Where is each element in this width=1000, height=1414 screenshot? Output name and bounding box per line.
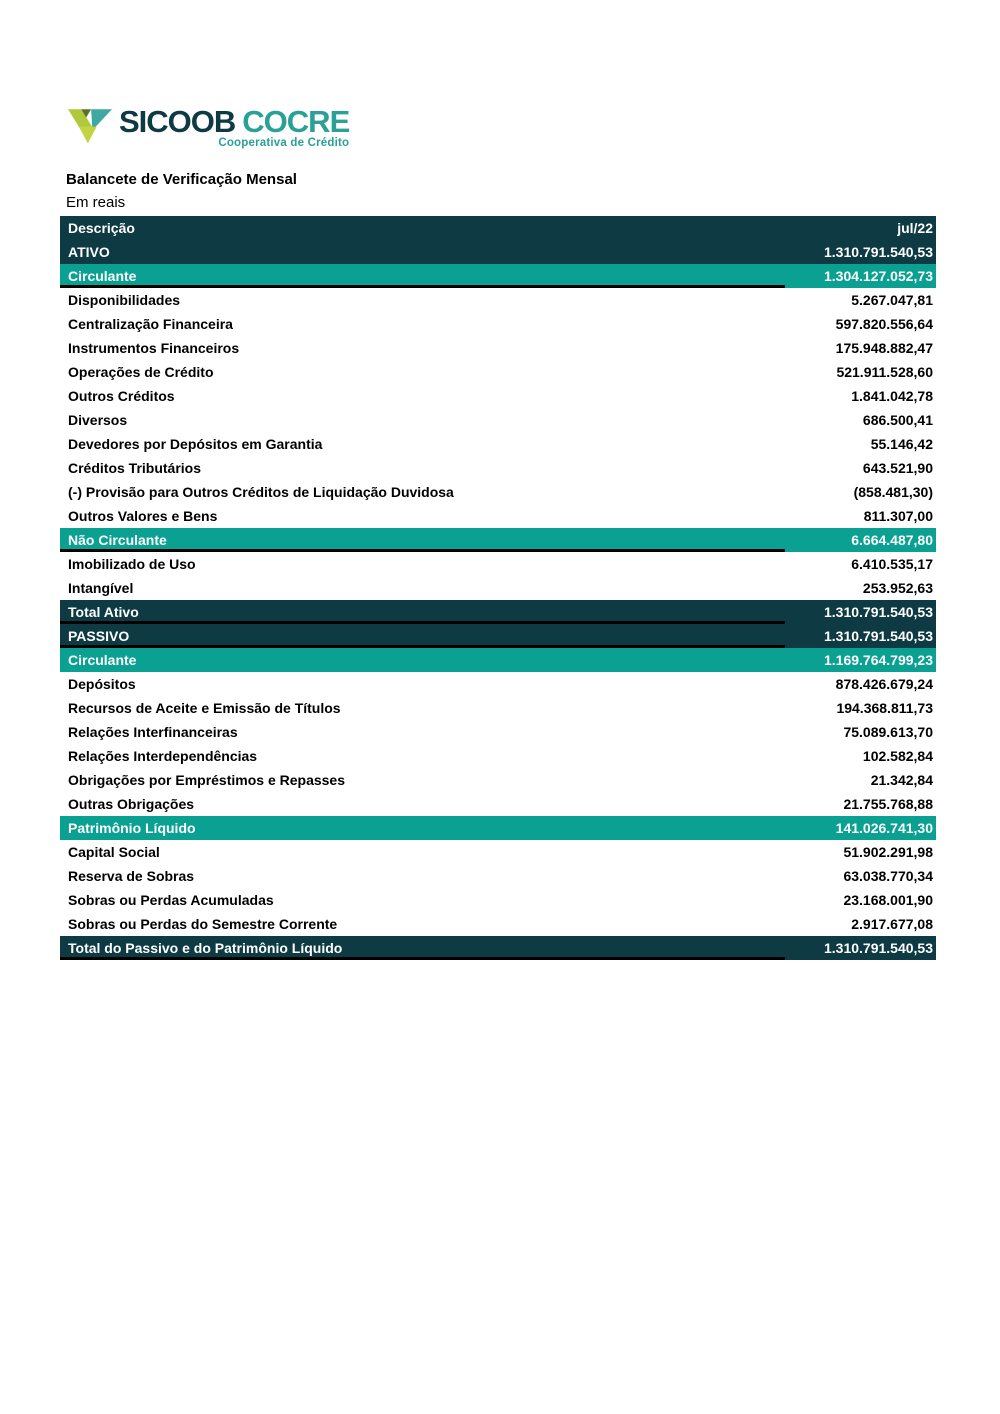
row-value: 1.310.791.540,53 (824, 604, 933, 620)
row-label: Não Circulante (60, 528, 785, 552)
row-value: 1.310.791.540,53 (824, 244, 933, 260)
row-label: Patrimônio Líquido (68, 820, 196, 836)
row-value: 5.267.047,81 (851, 292, 933, 308)
table-row (60, 264, 936, 288)
row-value: 23.168.001,90 (843, 892, 933, 908)
row-label: Circulante (68, 652, 137, 668)
sicoob-triangles-icon (68, 109, 112, 147)
row-label: Outros Créditos (68, 388, 175, 404)
table-row (60, 528, 936, 552)
table-row (60, 912, 936, 936)
logo-brand: SICOOB (119, 104, 236, 139)
table-row (60, 624, 936, 648)
row-label: Centralização Financeira (68, 316, 233, 332)
row-value: 2.917.677,08 (851, 916, 933, 932)
row-label: Imobilizado de Uso (68, 556, 196, 572)
table-row (60, 720, 936, 744)
logo-suffix: COCRE (242, 104, 350, 139)
row-value: 521.911.528,60 (836, 364, 933, 380)
row-value: 21.342,84 (870, 772, 933, 788)
row-value: 6.410.535,17 (851, 556, 933, 572)
row-label: Instrumentos Financeiros (68, 340, 240, 356)
table-row (60, 696, 936, 720)
column-header-period: jul/22 (897, 220, 933, 236)
table-row (60, 240, 936, 264)
table-row (60, 864, 936, 888)
table-header-row (60, 216, 936, 240)
row-value: 1.310.791.540,53 (824, 628, 933, 644)
logo-tagline: Cooperativa de Crédito (218, 137, 350, 149)
row-label: ATIVO (68, 244, 110, 260)
table-row (60, 456, 936, 480)
row-label: PASSIVO (60, 624, 785, 648)
row-label: Devedores por Depósitos em Garantia (68, 436, 323, 452)
row-value: 1.841.042,78 (851, 388, 933, 404)
row-label: Obrigações por Empréstimos e Repasses (68, 772, 345, 788)
row-label: Operações de Crédito (68, 364, 214, 380)
table-row (60, 744, 936, 768)
row-value: 141.026.741,30 (835, 820, 933, 836)
table-row (60, 360, 936, 384)
row-value: 253.952,63 (862, 580, 933, 596)
row-label: Depósitos (68, 676, 136, 692)
sicoob-logo (68, 106, 349, 149)
table-row (60, 384, 936, 408)
row-value: 1.169.764.799,23 (824, 652, 933, 668)
row-value: 194.368.811,73 (836, 700, 933, 716)
row-label: Reserva de Sobras (68, 868, 195, 884)
row-label: Créditos Tributários (68, 460, 202, 476)
table-row (60, 672, 936, 696)
row-label: Recursos de Aceite e Emissão de Títulos (68, 700, 341, 716)
table-row (60, 768, 936, 792)
row-value: 55.146,42 (870, 436, 933, 452)
row-value: 102.582,84 (862, 748, 933, 764)
row-label: Intangível (68, 580, 134, 596)
row-label: Outras Obrigações (68, 796, 195, 812)
row-value: 597.820.556,64 (835, 316, 933, 332)
row-value: 1.310.791.540,53 (824, 940, 933, 956)
table-row (60, 504, 936, 528)
row-label: Total do Passivo e do Patrimônio Líquido (60, 936, 785, 960)
row-label: Outros Valores e Bens (68, 508, 218, 524)
table-row (60, 288, 936, 312)
logo-wordmark (119, 106, 349, 138)
row-label: Circulante (60, 264, 785, 288)
table-row (60, 600, 936, 624)
row-value: 643.521,90 (862, 460, 933, 476)
balance-table (60, 216, 936, 960)
logo-text (119, 106, 349, 149)
row-label: Total Ativo (60, 600, 785, 624)
table-row (60, 648, 936, 672)
table-row (60, 408, 936, 432)
row-label: Capital Social (68, 844, 160, 860)
table-row (60, 888, 936, 912)
row-label: Sobras ou Perdas do Semestre Corrente (68, 916, 338, 932)
row-label: (-) Provisão para Outros Créditos de Liquidação Duvidosa (68, 484, 454, 500)
table-row (60, 840, 936, 864)
row-label: Disponibilidades (68, 292, 181, 308)
row-value: 21.755.768,88 (843, 796, 933, 812)
table-row (60, 432, 936, 456)
table-row (60, 480, 936, 504)
row-value: 878.426.679,24 (835, 676, 933, 692)
table-row (60, 312, 936, 336)
column-header-description: Descrição (68, 220, 135, 236)
row-value: 686.500,41 (862, 412, 933, 428)
table-row (60, 816, 936, 840)
row-label: Diversos (68, 412, 128, 428)
row-label: Relações Interdependências (68, 748, 258, 764)
row-value: 175.948.882,47 (835, 340, 933, 356)
report-unit-label: Em reais (66, 194, 126, 211)
table-row (60, 936, 936, 960)
row-label: Relações Interfinanceiras (68, 724, 238, 740)
table-row (60, 576, 936, 600)
row-value: 75.089.613,70 (843, 724, 933, 740)
report-title: Balancete de Verificação Mensal (66, 171, 297, 188)
row-value: 63.038.770,34 (843, 868, 933, 884)
row-value: 1.304.127.052,73 (824, 268, 933, 284)
table-row (60, 552, 936, 576)
row-value: 811.307,00 (863, 508, 933, 524)
row-value: 51.902.291,98 (843, 844, 933, 860)
row-value: 6.664.487,80 (851, 532, 933, 548)
row-label: Sobras ou Perdas Acumuladas (68, 892, 274, 908)
row-value: (858.481,30) (853, 484, 933, 500)
table-row (60, 336, 936, 360)
table-row (60, 792, 936, 816)
